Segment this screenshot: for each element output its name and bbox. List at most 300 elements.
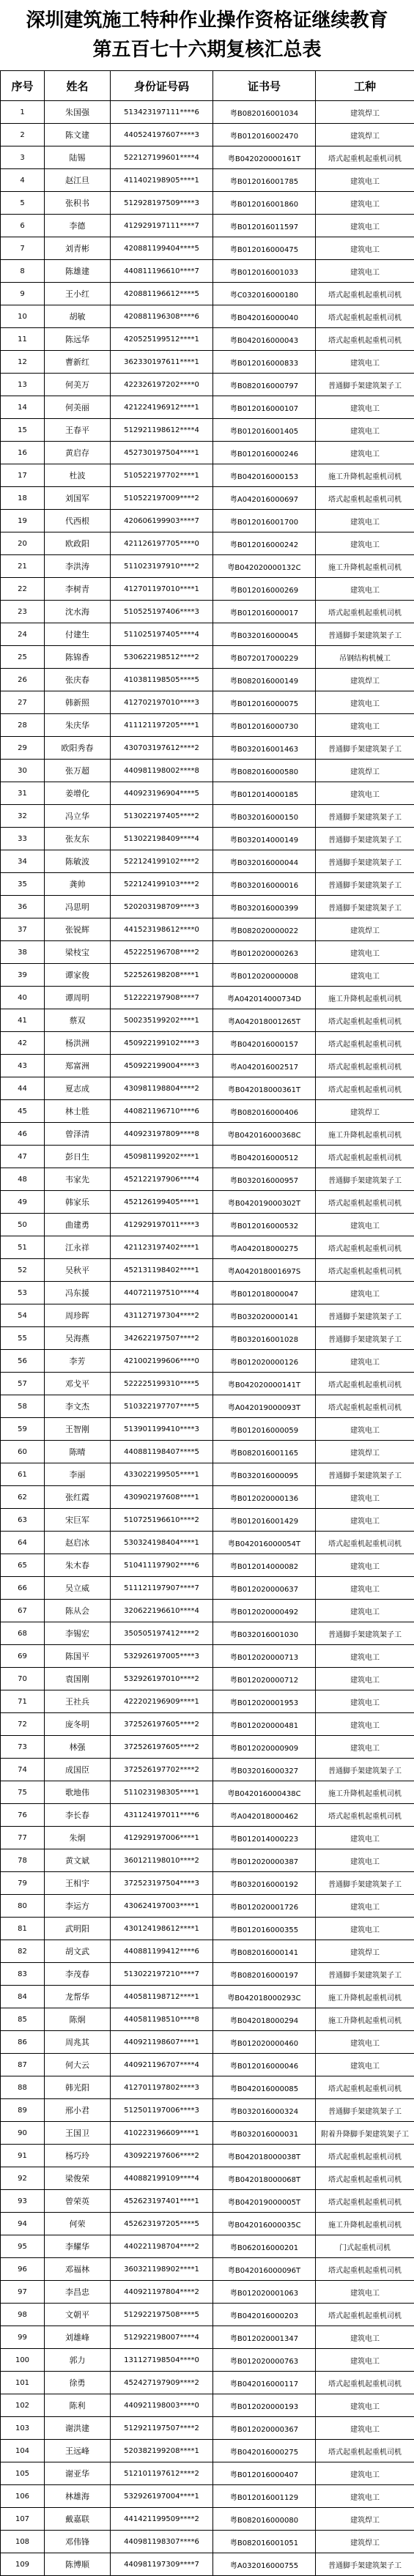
cell-index: 85 [1,2008,45,2031]
cell-certificate-number: 粤B012016000075 [213,691,316,714]
cell-certificate-number: 粤B082016000080 [213,2508,316,2531]
cell-certificate-number: 粤A042018001697S [213,1259,316,1282]
cell-id-number: 372526197605****2 [111,1713,213,1736]
cell-job-type: 建筑电工 [316,1214,414,1236]
cell-certificate-number: 粤B012020000263 [213,941,316,964]
cell-certificate-number: 粤B082020000022 [213,918,316,941]
cell-id-number: 520382199208****1 [111,2440,213,2462]
table-row [1,464,414,487]
cell-id-number: 362330197611****1 [111,351,213,374]
cell-name: 杜波 [45,464,111,487]
cell-id-number: 532926197010****2 [111,1668,213,1690]
table-row [1,1123,414,1146]
cell-name: 沈水海 [45,601,111,623]
cell-name: 陈炯 [45,2008,111,2031]
table-row [1,2485,414,2508]
cell-certificate-number: 粤B012016001033 [213,260,316,283]
cell-index: 86 [1,2031,45,2054]
cell-id-number: 450922199102****3 [111,1032,213,1055]
cell-index: 104 [1,2440,45,2462]
cell-id-number: 342622197507****2 [111,1327,213,1350]
cell-job-type: 施工升降机起重机司机 [316,1781,414,1804]
title-line-1: 深圳建筑施工特种作业操作资格证继续教育 [26,6,388,35]
cell-name: 陈文建 [45,124,111,146]
table-row [1,1713,414,1736]
cell-job-type: 建筑电工 [316,192,414,215]
cell-id-number: 440811196610****7 [111,260,213,283]
table-row [1,2304,414,2326]
cell-id-number: 440981198307****6 [111,2531,213,2553]
cell-job-type: 塔式起重机起重机司机 [316,1532,414,1554]
table-row [1,2235,414,2258]
table-row [1,2372,414,2394]
cell-certificate-number: 粤B012020001953 [213,1690,316,1713]
cell-name: 文朝平 [45,2304,111,2326]
cell-id-number: 512921197507****2 [111,2417,213,2440]
cell-name: 李长春 [45,1804,111,1827]
cell-id-number: 430703197612****2 [111,737,213,760]
cell-name: 戴嘉联 [45,2508,111,2531]
table-row [1,2076,414,2099]
table-row [1,1918,414,1940]
cell-name: 何荣 [45,2213,111,2235]
table-row [1,2054,414,2076]
cell-certificate-number: 粤B012016001700 [213,510,316,532]
table-row [1,374,414,396]
cell-name: 庞冬明 [45,1713,111,1736]
cell-index: 14 [1,396,45,419]
cell-id-number: 430624197003****1 [111,1895,213,1918]
cell-id-number: 412929197011****3 [111,1214,213,1236]
cell-name: 姜增化 [45,782,111,805]
cell-name: 宋巨军 [45,1509,111,1532]
cell-id-number: 513022197210****7 [111,1963,213,1986]
table-row [1,2417,414,2440]
cell-index: 23 [1,601,45,623]
cell-name: 梁枝宝 [45,941,111,964]
cell-certificate-number: 粤B042016000117 [213,2372,316,2394]
cell-job-type: 塔式起重机起重机司机 [316,2145,414,2167]
cell-id-number: 513901199410****3 [111,1418,213,1441]
cell-name: 王小红 [45,283,111,305]
table-row [1,2440,414,2462]
cell-job-type: 普通脚手架建筑架子工 [316,1168,414,1191]
cell-id-number: 510525197406****3 [111,601,213,623]
cell-id-number: 512922198007****4 [111,2326,213,2349]
cell-job-type: 塔式起重机起重机司机 [316,1236,414,1259]
table-row [1,691,414,714]
cell-index: 44 [1,1077,45,1100]
cell-certificate-number: 粤C032016000180 [213,283,316,305]
cell-certificate-number: 粤B042016000203 [213,2304,316,2326]
cell-id-number: 360321198902****1 [111,2258,213,2281]
cell-job-type: 建筑电工 [316,1554,414,1577]
cell-index: 68 [1,1622,45,1645]
cell-certificate-number: 粤B012014000082 [213,1554,316,1577]
cell-index: 9 [1,283,45,305]
table-row [1,487,414,510]
cell-certificate-number: 粤B032016001030 [213,1622,316,1645]
cell-name: 曹新红 [45,351,111,374]
table-row [1,623,414,646]
table-row [1,2394,414,2417]
cell-index: 100 [1,2349,45,2372]
cell-index: 28 [1,714,45,737]
table-row [1,2190,414,2213]
cell-id-number: 510522197702****1 [111,464,213,487]
cell-id-number: 412701197010****1 [111,578,213,601]
cell-name: 蔡双 [45,1009,111,1032]
cell-id-number: 350505197412****2 [111,1622,213,1645]
cell-id-number: 440881198407****5 [111,1441,213,1463]
table-row [1,918,414,941]
cell-job-type: 普通脚手架建筑架子工 [316,1872,414,1895]
cell-id-number: 512928197509****3 [111,192,213,215]
table-row [1,646,414,669]
cell-name: 成国臣 [45,1759,111,1781]
table-row [1,1486,414,1509]
cell-job-type: 建筑电工 [316,1736,414,1759]
cell-certificate-number: 粤B082016000797 [213,374,316,396]
table-row [1,1827,414,1849]
table-row [1,1532,414,1554]
cell-job-type: 建筑电工 [316,1690,414,1713]
cell-job-type: 塔式起重机起重机司机 [316,2372,414,2394]
cell-certificate-number: 粤B032016000327 [213,1759,316,1781]
cell-name: 彭日生 [45,1146,111,1168]
cell-id-number: 452730197504****1 [111,442,213,464]
cell-job-type: 建筑电工 [316,2281,414,2304]
table-row [1,2213,414,2235]
table-row [1,1077,414,1100]
table-row [1,2099,414,2122]
cell-index: 37 [1,918,45,941]
cell-id-number: 412929197111****7 [111,215,213,237]
cell-name: 王国卫 [45,2122,111,2145]
cell-certificate-number: 粤B012016000046 [213,2054,316,2076]
cell-name: 李运方 [45,1895,111,1918]
cell-job-type: 施工升降机起重机司机 [316,2008,414,2031]
table-row [1,260,414,283]
cell-job-type: 建筑电工 [316,396,414,419]
cell-certificate-number: 粤B012020001347 [213,2326,316,2349]
cell-id-number: 530622198512****2 [111,646,213,669]
table-row [1,1554,414,1577]
cell-name: 张万超 [45,760,111,782]
cell-certificate-number: 粤B042018000068T [213,2167,316,2190]
cell-name: 胡敏 [45,305,111,328]
header-certificate-number: 证书号 [213,71,316,101]
cell-name: 杨巧玲 [45,2145,111,2167]
cell-certificate-number: 粤B012020001063 [213,2281,316,2304]
cell-certificate-number: 粤B012020000387 [213,1849,316,1872]
cell-job-type: 塔式起重机起重机司机 [316,1191,414,1214]
cell-job-type: 普通脚手架建筑架子工 [316,1304,414,1327]
cell-index: 15 [1,419,45,442]
document-title [0,0,414,70]
cell-name: 谭周明 [45,987,111,1009]
table-row [1,1645,414,1668]
cell-job-type: 塔式起重机起重机司机 [316,2190,414,2213]
cell-name: 李洪涛 [45,555,111,578]
cell-job-type: 建筑电工 [316,941,414,964]
cell-index: 101 [1,2372,45,2394]
table-row [1,1214,414,1236]
cell-id-number: 440921196707****4 [111,2054,213,2076]
table-row [1,850,414,873]
cell-id-number: 430922197606****2 [111,2145,213,2167]
table-row [1,2145,414,2167]
title-line-2: 第五百七十六期复核汇总表 [92,35,321,64]
cell-name: 张庆春 [45,669,111,691]
cell-id-number: 430902197608****1 [111,1486,213,1509]
cell-job-type: 建筑电工 [316,1918,414,1940]
cell-name: 陈国平 [45,1645,111,1668]
cell-id-number: 421002199606****0 [111,1350,213,1373]
cell-job-type: 建筑焊工 [316,1940,414,1963]
table-body [1,101,414,2576]
cell-index: 50 [1,1214,45,1236]
cell-name: 吴海燕 [45,1327,111,1350]
cell-name: 江永祥 [45,1236,111,1259]
table-row [1,283,414,305]
cell-certificate-number: 粤B012020000193 [213,2394,316,2417]
table-row [1,555,414,578]
cell-index: 3 [1,146,45,169]
cell-index: 94 [1,2213,45,2235]
cell-index: 65 [1,1554,45,1577]
table-row [1,124,414,146]
cell-index: 76 [1,1804,45,1827]
table-row [1,2031,414,2054]
cell-certificate-number: 粤B012020000909 [213,1736,316,1759]
cell-index: 10 [1,305,45,328]
table-row [1,1940,414,1963]
cell-job-type: 普通脚手架建筑架子工 [316,374,414,396]
cell-job-type: 建筑焊工 [316,760,414,782]
table-row [1,1509,414,1532]
cell-id-number: 522127199601****4 [111,146,213,169]
cell-job-type: 建筑电工 [316,1418,414,1441]
cell-name: 张锐辉 [45,918,111,941]
cell-job-type: 普通脚手架建筑架子工 [316,873,414,896]
cell-id-number: 372526197605****2 [111,1736,213,1759]
cell-certificate-number: 粤B032016000095 [213,1463,316,1486]
table-row [1,2462,414,2485]
cell-job-type: 建筑电工 [316,1600,414,1622]
cell-index: 99 [1,2326,45,2349]
cell-certificate-number: 粤B012016001429 [213,1509,316,1532]
cell-id-number: 450922199004****3 [111,1055,213,1077]
cell-index: 7 [1,237,45,260]
cell-name: 陆锡 [45,146,111,169]
cell-certificate-number: 粤B012020000637 [213,1577,316,1600]
cell-name: 郭力 [45,2349,111,2372]
cell-index: 51 [1,1236,45,1259]
cell-certificate-number: 粤B012020000763 [213,2349,316,2372]
cell-name: 周兆其 [45,2031,111,2054]
cell-certificate-number: 粤B062016000201 [213,2235,316,2258]
cell-index: 6 [1,215,45,237]
cell-certificate-number: 粤B032014000149 [213,828,316,850]
cell-certificate-number: 粤B032016000957 [213,1168,316,1191]
cell-certificate-number: 粤B012016000017 [213,601,316,623]
cell-id-number: 512922197508****5 [111,2304,213,2326]
table-row [1,101,414,124]
cell-job-type: 普通脚手架建筑架子工 [316,1622,414,1645]
cell-index: 34 [1,850,45,873]
cell-id-number: 452126199405****1 [111,1191,213,1214]
cell-id-number: 510322197707****5 [111,1395,213,1418]
table-row [1,2281,414,2304]
table-row [1,146,414,169]
cell-index: 13 [1,374,45,396]
table-row [1,964,414,987]
cell-id-number: 412929197006****1 [111,1827,213,1849]
cell-job-type: 建筑焊工 [316,669,414,691]
cell-job-type: 建筑焊工 [316,124,414,146]
cell-certificate-number: 粤B042016000035C [213,2213,316,2235]
cell-index: 16 [1,442,45,464]
cell-job-type: 建筑电工 [316,351,414,374]
cell-job-type: 建筑电工 [316,2054,414,2076]
cell-certificate-number: 粤B032016000399 [213,896,316,918]
cell-certificate-number: 粤B012020000136 [213,1486,316,1509]
cell-certificate-number: 粤B032016001463 [213,737,316,760]
table-row [1,1895,414,1918]
table-row [1,987,414,1009]
cell-index: 82 [1,1940,45,1963]
cell-job-type: 塔式起重机起重机司机 [316,1077,414,1100]
cell-certificate-number: 粤B012016011597 [213,215,316,237]
cell-name: 曾荣英 [45,2190,111,2213]
cell-name: 曾泽清 [45,1123,111,1146]
cell-certificate-number: 粤B082016001051 [213,2531,316,2553]
cell-certificate-number: 粤B012016000833 [213,351,316,374]
table-row [1,896,414,918]
table-row [1,2531,414,2553]
cell-index: 80 [1,1895,45,1918]
cell-index: 97 [1,2281,45,2304]
cell-index: 43 [1,1055,45,1077]
cell-id-number: 441523198612****0 [111,918,213,941]
cell-name: 梁俊荣 [45,2167,111,2190]
cell-job-type: 塔式起重机起重机司机 [316,2440,414,2462]
table-row [1,873,414,896]
cell-name: 赵启冰 [45,1532,111,1554]
cell-job-type: 普通脚手架建筑架子工 [316,805,414,828]
cell-index: 8 [1,260,45,283]
cell-name: 邓福林 [45,2258,111,2281]
cell-name: 王相宇 [45,1872,111,1895]
cell-name: 冯东援 [45,1282,111,1304]
cell-index: 91 [1,2145,45,2167]
cell-name: 李茂春 [45,1963,111,1986]
table-row [1,1963,414,1986]
cell-index: 70 [1,1668,45,1690]
cell-certificate-number: 粤B042018000293C [213,1986,316,2008]
table-row [1,351,414,374]
table-row [1,1100,414,1123]
cell-index: 27 [1,691,45,714]
cell-id-number: 420881199404****5 [111,237,213,260]
cell-index: 108 [1,2531,45,2553]
cell-id-number: 513423197111****6 [111,101,213,124]
cell-certificate-number: 粤B012014000223 [213,1827,316,1849]
cell-id-number: 440821196710****6 [111,1100,213,1123]
table-row [1,1395,414,1418]
table-row [1,1441,414,1463]
cell-job-type: 建筑焊工 [316,2531,414,2553]
cell-job-type: 塔式起重机起重机司机 [316,1032,414,1055]
cell-certificate-number: 粤B042018000361T [213,1077,316,1100]
cell-index: 47 [1,1146,45,1168]
table-row [1,1259,414,1282]
table-row [1,1759,414,1781]
cell-name: 周珍晖 [45,1304,111,1327]
cell-certificate-number: 粤B042016000512 [213,1146,316,1168]
cell-certificate-number: 粤B042019000005T [213,2190,316,2213]
cell-job-type: 塔式起重机起重机司机 [316,601,414,623]
cell-certificate-number: 粤B042016000054T [213,1532,316,1554]
cell-certificate-number: 粤B012020001726 [213,1895,316,1918]
cell-id-number: 520203198709****3 [111,896,213,918]
table-row [1,2326,414,2349]
table-row [1,1781,414,1804]
cell-job-type: 建筑电工 [316,260,414,283]
cell-index: 84 [1,1986,45,2008]
cell-certificate-number: 粤B032016000044 [213,850,316,873]
cell-name: 陈雄建 [45,260,111,283]
cell-job-type: 建筑电工 [316,2326,414,2349]
table-row [1,1304,414,1327]
cell-id-number: 532926197005****3 [111,1645,213,1668]
cell-certificate-number: 粤B042020000161T [213,146,316,169]
cell-certificate-number: 粤B042018000294 [213,2008,316,2031]
cell-certificate-number: 粤B042018000038T [213,2145,316,2167]
cell-index: 48 [1,1168,45,1191]
cell-index: 83 [1,1963,45,1986]
cell-certificate-number: 粤B012016000355 [213,1918,316,1940]
cell-id-number: 522225199310****5 [111,1373,213,1395]
cell-index: 32 [1,805,45,828]
cell-index: 62 [1,1486,45,1509]
cell-certificate-number: 粤B012016000059 [213,1418,316,1441]
table-row [1,2008,414,2031]
cell-job-type: 建筑电工 [316,2031,414,2054]
table-header-row [1,71,414,101]
cell-name: 曲建勇 [45,1214,111,1236]
cell-index: 55 [1,1327,45,1350]
cell-job-type: 建筑电工 [316,578,414,601]
table-row [1,396,414,419]
cell-index: 12 [1,351,45,374]
cell-certificate-number: 粤A042014000734D [213,987,316,1009]
cell-certificate-number: 粤B082016000406 [213,1100,316,1123]
cell-id-number: 511023198305****1 [111,1781,213,1804]
cell-name: 谢洪建 [45,2417,111,2440]
table-row [1,1146,414,1168]
cell-name: 林强 [45,1736,111,1759]
table-row [1,1168,414,1191]
cell-index: 41 [1,1009,45,1032]
cell-index: 21 [1,555,45,578]
cell-job-type: 建筑电工 [316,1577,414,1600]
cell-certificate-number: 粤B012020000713 [213,1645,316,1668]
cell-index: 49 [1,1191,45,1214]
cell-certificate-number: 粤B032016000031 [213,2122,316,2145]
cell-job-type: 塔式起重机起重机司机 [316,1395,414,1418]
